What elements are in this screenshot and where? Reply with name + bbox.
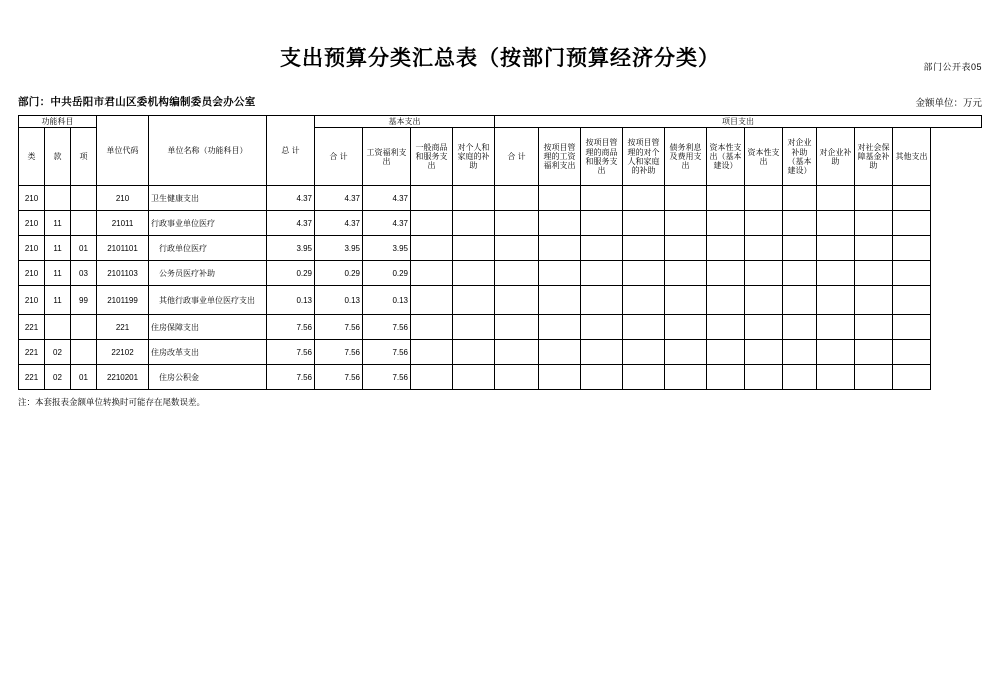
cell-project-debt-interest bbox=[665, 315, 707, 340]
cell-project-enterprise-basic bbox=[783, 365, 817, 390]
cell-basic-goods-services bbox=[411, 261, 453, 286]
cell-project-goods-services bbox=[581, 261, 623, 286]
cell-project-enterprise-basic bbox=[783, 286, 817, 315]
cell-project-debt-interest bbox=[665, 186, 707, 211]
meta-row bbox=[18, 94, 982, 109]
cell-project-enterprise-basic bbox=[783, 186, 817, 211]
cell-project-enterprise bbox=[817, 365, 855, 390]
cell-project-social-security bbox=[855, 261, 893, 286]
table-row bbox=[19, 365, 982, 390]
cell-project-debt-interest bbox=[665, 211, 707, 236]
cell-basic-subtotal: 7.56 bbox=[315, 340, 363, 365]
cell-total: 0.13 bbox=[267, 286, 315, 315]
cell-basic-salary-welfare: 4.37 bbox=[363, 211, 411, 236]
cell-project-salary-welfare bbox=[539, 236, 581, 261]
table-header bbox=[19, 116, 982, 186]
header-unit-code: 单位代码 bbox=[97, 116, 149, 186]
cell-unit-code: 210 bbox=[97, 186, 149, 211]
header-class: 类 bbox=[19, 128, 45, 186]
cell-project-debt-interest bbox=[665, 236, 707, 261]
cell-project-capital bbox=[745, 286, 783, 315]
header-basic-expenditure: 基本支出 bbox=[315, 116, 495, 128]
cell-item bbox=[71, 211, 97, 236]
budget-table bbox=[18, 115, 982, 390]
cell-basic-subtotal: 7.56 bbox=[315, 365, 363, 390]
cell-project-subtotal bbox=[495, 365, 539, 390]
cell-basic-subtotal: 4.37 bbox=[315, 211, 363, 236]
cell-unit-code: 2101199 bbox=[97, 286, 149, 315]
header-unit-name: 单位名称（功能科目） bbox=[149, 116, 267, 186]
header-project-goods-services: 按项目管理的商品和服务支出 bbox=[581, 128, 623, 186]
cell-project-social-security bbox=[855, 236, 893, 261]
cell-project-capital-basic bbox=[707, 286, 745, 315]
cell-basic-goods-services bbox=[411, 365, 453, 390]
cell-basic-salary-welfare: 7.56 bbox=[363, 315, 411, 340]
cell-project-other bbox=[893, 261, 931, 286]
cell-item bbox=[71, 340, 97, 365]
cell-unit-code: 22102 bbox=[97, 340, 149, 365]
cell-project-goods-services bbox=[581, 340, 623, 365]
cell-project-capital-basic bbox=[707, 340, 745, 365]
cell-total: 4.37 bbox=[267, 211, 315, 236]
cell-project-personal-family bbox=[623, 261, 665, 286]
cell-unit-name: 住房公积金 bbox=[149, 365, 267, 390]
header-project-capital: 资本性支出 bbox=[745, 128, 783, 186]
cell-project-enterprise bbox=[817, 261, 855, 286]
cell-unit-name: 住房改革支出 bbox=[149, 340, 267, 365]
cell-project-capital-basic bbox=[707, 261, 745, 286]
cell-section bbox=[45, 315, 71, 340]
cell-project-other bbox=[893, 236, 931, 261]
cell-project-enterprise bbox=[817, 211, 855, 236]
table-row bbox=[19, 315, 982, 340]
table-row bbox=[19, 211, 982, 236]
cell-basic-subtotal: 4.37 bbox=[315, 186, 363, 211]
cell-unit-name: 其他行政事业单位医疗支出 bbox=[149, 286, 267, 315]
cell-project-other bbox=[893, 365, 931, 390]
cell-project-capital-basic bbox=[707, 365, 745, 390]
header-section: 款 bbox=[45, 128, 71, 186]
cell-project-enterprise bbox=[817, 186, 855, 211]
cell-unit-name: 行政事业单位医疗 bbox=[149, 211, 267, 236]
cell-project-enterprise-basic bbox=[783, 211, 817, 236]
cell-basic-goods-services bbox=[411, 286, 453, 315]
cell-project-capital bbox=[745, 261, 783, 286]
table-row bbox=[19, 340, 982, 365]
cell-class: 210 bbox=[19, 186, 45, 211]
cell-basic-subtotal: 0.13 bbox=[315, 286, 363, 315]
cell-basic-subtotal: 0.29 bbox=[315, 261, 363, 286]
cell-project-other bbox=[893, 211, 931, 236]
cell-basic-goods-services bbox=[411, 211, 453, 236]
header-basic-salary-welfare: 工资福利支出 bbox=[363, 128, 411, 186]
cell-project-capital bbox=[745, 365, 783, 390]
cell-project-enterprise bbox=[817, 236, 855, 261]
cell-project-personal-family bbox=[623, 186, 665, 211]
cell-basic-salary-welfare: 0.29 bbox=[363, 261, 411, 286]
cell-project-salary-welfare bbox=[539, 340, 581, 365]
header-project-other: 其他支出 bbox=[893, 128, 931, 186]
cell-project-capital bbox=[745, 315, 783, 340]
cell-project-goods-services bbox=[581, 236, 623, 261]
cell-basic-salary-welfare: 7.56 bbox=[363, 365, 411, 390]
cell-project-enterprise bbox=[817, 340, 855, 365]
cell-basic-personal-family bbox=[453, 211, 495, 236]
cell-project-subtotal bbox=[495, 236, 539, 261]
cell-basic-personal-family bbox=[453, 365, 495, 390]
cell-item: 01 bbox=[71, 365, 97, 390]
cell-basic-goods-services bbox=[411, 340, 453, 365]
cell-project-personal-family bbox=[623, 365, 665, 390]
cell-class: 221 bbox=[19, 365, 45, 390]
cell-class: 210 bbox=[19, 286, 45, 315]
cell-section: 11 bbox=[45, 261, 71, 286]
cell-class: 221 bbox=[19, 315, 45, 340]
cell-project-salary-welfare bbox=[539, 261, 581, 286]
cell-project-debt-interest bbox=[665, 286, 707, 315]
cell-project-social-security bbox=[855, 315, 893, 340]
cell-project-goods-services bbox=[581, 286, 623, 315]
header-total: 总 计 bbox=[267, 116, 315, 186]
cell-project-other bbox=[893, 286, 931, 315]
cell-basic-subtotal: 3.95 bbox=[315, 236, 363, 261]
cell-unit-name: 公务员医疗补助 bbox=[149, 261, 267, 286]
cell-project-goods-services bbox=[581, 315, 623, 340]
cell-total: 4.37 bbox=[267, 186, 315, 211]
cell-project-enterprise-basic bbox=[783, 261, 817, 286]
cell-project-other bbox=[893, 340, 931, 365]
cell-project-personal-family bbox=[623, 211, 665, 236]
cell-project-goods-services bbox=[581, 365, 623, 390]
form-number-label: 部门公开表05 bbox=[923, 62, 982, 72]
header-project-expenditure: 项目支出 bbox=[495, 116, 982, 128]
cell-project-capital-basic bbox=[707, 315, 745, 340]
cell-section bbox=[45, 186, 71, 211]
cell-project-personal-family bbox=[623, 340, 665, 365]
cell-basic-salary-welfare: 7.56 bbox=[363, 340, 411, 365]
cell-basic-personal-family bbox=[453, 261, 495, 286]
cell-project-personal-family bbox=[623, 286, 665, 315]
cell-project-capital bbox=[745, 236, 783, 261]
cell-class: 221 bbox=[19, 340, 45, 365]
document-page bbox=[0, 42, 1000, 677]
cell-project-other bbox=[893, 315, 931, 340]
cell-class: 210 bbox=[19, 236, 45, 261]
cell-project-debt-interest bbox=[665, 340, 707, 365]
cell-unit-code: 221 bbox=[97, 315, 149, 340]
cell-project-capital-basic bbox=[707, 186, 745, 211]
cell-basic-goods-services bbox=[411, 236, 453, 261]
cell-project-social-security bbox=[855, 365, 893, 390]
cell-project-salary-welfare bbox=[539, 365, 581, 390]
table-row bbox=[19, 286, 982, 315]
table-body bbox=[19, 186, 982, 390]
cell-project-enterprise-basic bbox=[783, 236, 817, 261]
cell-project-capital bbox=[745, 211, 783, 236]
cell-class: 210 bbox=[19, 261, 45, 286]
cell-project-social-security bbox=[855, 186, 893, 211]
cell-basic-personal-family bbox=[453, 340, 495, 365]
cell-project-capital bbox=[745, 186, 783, 211]
cell-project-personal-family bbox=[623, 315, 665, 340]
cell-project-social-security bbox=[855, 211, 893, 236]
cell-basic-goods-services bbox=[411, 186, 453, 211]
header-project-capital-basic: 资本性支出（基本建设） bbox=[707, 128, 745, 186]
cell-project-other bbox=[893, 186, 931, 211]
cell-project-social-security bbox=[855, 286, 893, 315]
cell-item: 03 bbox=[71, 261, 97, 286]
cell-project-capital-basic bbox=[707, 211, 745, 236]
currency-unit-label: 金额单位：万元 bbox=[915, 98, 982, 109]
table-row bbox=[19, 261, 982, 286]
cell-project-goods-services bbox=[581, 211, 623, 236]
cell-total: 0.29 bbox=[267, 261, 315, 286]
table-footnote: 注：本套报表金额单位转换时可能存在尾数误差。 bbox=[18, 397, 206, 408]
header-basic-personal-family: 对个人和家庭的补助 bbox=[453, 128, 495, 186]
cell-item: 99 bbox=[71, 286, 97, 315]
cell-project-goods-services bbox=[581, 186, 623, 211]
cell-project-subtotal bbox=[495, 261, 539, 286]
cell-project-enterprise-basic bbox=[783, 315, 817, 340]
cell-basic-subtotal: 7.56 bbox=[315, 315, 363, 340]
cell-project-capital bbox=[745, 340, 783, 365]
cell-project-enterprise-basic bbox=[783, 340, 817, 365]
header-project-enterprise-basic: 对企业补助（基本建设） bbox=[783, 128, 817, 186]
cell-section: 11 bbox=[45, 211, 71, 236]
cell-project-salary-welfare bbox=[539, 286, 581, 315]
cell-basic-personal-family bbox=[453, 286, 495, 315]
cell-basic-goods-services bbox=[411, 315, 453, 340]
cell-project-salary-welfare bbox=[539, 186, 581, 211]
cell-basic-personal-family bbox=[453, 236, 495, 261]
cell-project-debt-interest bbox=[665, 261, 707, 286]
cell-item: 01 bbox=[71, 236, 97, 261]
cell-section: 11 bbox=[45, 236, 71, 261]
cell-unit-name: 住房保障支出 bbox=[149, 315, 267, 340]
header-project-subtotal: 合 计 bbox=[495, 128, 539, 186]
header-project-debt-interest: 债务利息及费用支出 bbox=[665, 128, 707, 186]
cell-section: 11 bbox=[45, 286, 71, 315]
header-project-enterprise: 对企业补助 bbox=[817, 128, 855, 186]
cell-project-personal-family bbox=[623, 236, 665, 261]
cell-item bbox=[71, 315, 97, 340]
cell-section: 02 bbox=[45, 365, 71, 390]
cell-basic-personal-family bbox=[453, 315, 495, 340]
department-label: 部门：中共岳阳市君山区委机构编制委员会办公室 bbox=[18, 96, 256, 108]
cell-unit-code: 2101103 bbox=[97, 261, 149, 286]
cell-project-debt-interest bbox=[665, 365, 707, 390]
cell-unit-code: 2210201 bbox=[97, 365, 149, 390]
cell-project-social-security bbox=[855, 340, 893, 365]
cell-total: 7.56 bbox=[267, 315, 315, 340]
cell-project-subtotal bbox=[495, 340, 539, 365]
cell-basic-salary-welfare: 3.95 bbox=[363, 236, 411, 261]
table-row bbox=[19, 186, 982, 211]
cell-item bbox=[71, 186, 97, 211]
cell-project-enterprise bbox=[817, 286, 855, 315]
cell-unit-code: 21011 bbox=[97, 211, 149, 236]
header-item: 项 bbox=[71, 128, 97, 186]
header-project-personal-family: 按项目管理的对个人和家庭的补助 bbox=[623, 128, 665, 186]
cell-project-enterprise bbox=[817, 315, 855, 340]
cell-basic-personal-family bbox=[453, 186, 495, 211]
header-project-social-security: 对社会保障基金补助 bbox=[855, 128, 893, 186]
header-basic-subtotal: 合 计 bbox=[315, 128, 363, 186]
cell-unit-code: 2101101 bbox=[97, 236, 149, 261]
cell-project-subtotal bbox=[495, 286, 539, 315]
table-row bbox=[19, 236, 982, 261]
cell-unit-name: 卫生健康支出 bbox=[149, 186, 267, 211]
header-project-salary-welfare: 按项目管理的工资福利支出 bbox=[539, 128, 581, 186]
cell-project-salary-welfare bbox=[539, 315, 581, 340]
cell-project-salary-welfare bbox=[539, 211, 581, 236]
cell-project-capital-basic bbox=[707, 236, 745, 261]
cell-project-subtotal bbox=[495, 315, 539, 340]
header-function-subject: 功能科目 bbox=[19, 116, 97, 128]
cell-total: 7.56 bbox=[267, 340, 315, 365]
page-title: 支出预算分类汇总表（按部门预算经济分类） bbox=[280, 47, 720, 70]
cell-project-subtotal bbox=[495, 211, 539, 236]
header-row-1 bbox=[19, 116, 982, 128]
cell-total: 7.56 bbox=[267, 365, 315, 390]
cell-project-subtotal bbox=[495, 186, 539, 211]
cell-section: 02 bbox=[45, 340, 71, 365]
header-basic-goods-services: 一般商品和服务支出 bbox=[411, 128, 453, 186]
cell-unit-name: 行政单位医疗 bbox=[149, 236, 267, 261]
cell-basic-salary-welfare: 4.37 bbox=[363, 186, 411, 211]
cell-basic-salary-welfare: 0.13 bbox=[363, 286, 411, 315]
cell-total: 3.95 bbox=[267, 236, 315, 261]
cell-class: 210 bbox=[19, 211, 45, 236]
